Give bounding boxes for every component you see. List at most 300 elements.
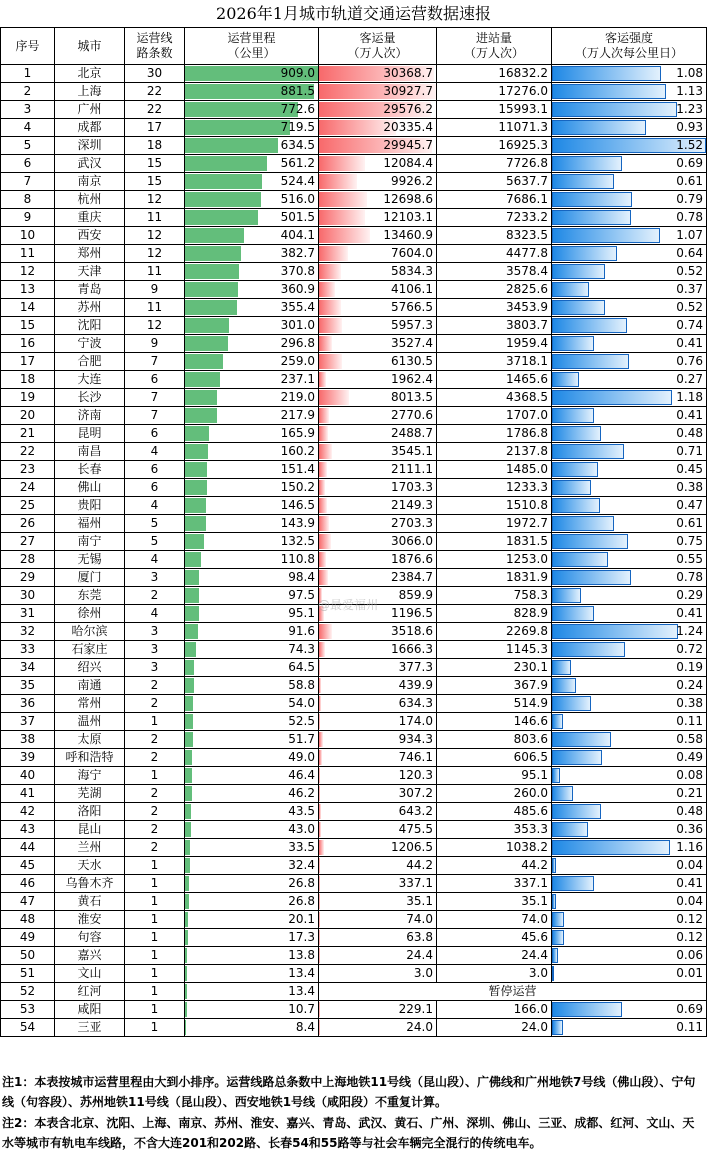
row-ridership bbox=[319, 785, 437, 803]
row-ridership bbox=[319, 461, 437, 479]
intensity-value: 0.27 bbox=[676, 372, 703, 386]
table-row bbox=[1, 857, 707, 875]
row-index: 29 bbox=[1, 569, 55, 587]
row-city: 天津 bbox=[55, 263, 125, 281]
row-intensity bbox=[552, 65, 707, 83]
row-city: 长春 bbox=[55, 461, 125, 479]
row-index: 31 bbox=[1, 605, 55, 623]
row-lines: 3 bbox=[125, 659, 185, 677]
row-intensity bbox=[552, 587, 707, 605]
row-city: 杭州 bbox=[55, 191, 125, 209]
row-index: 46 bbox=[1, 875, 55, 893]
row-ridership bbox=[319, 389, 437, 407]
mileage-value: 370.8 bbox=[280, 264, 315, 278]
row-entries: 260.0 bbox=[437, 785, 552, 803]
row-ridership bbox=[319, 569, 437, 587]
ridership-value: 120.3 bbox=[398, 768, 433, 782]
ridership-value: 1703.3 bbox=[391, 480, 433, 494]
table-row bbox=[1, 101, 707, 119]
mileage-bar bbox=[185, 498, 206, 513]
row-intensity bbox=[552, 893, 707, 911]
mileage-value: 160.2 bbox=[280, 444, 315, 458]
table-row bbox=[1, 119, 707, 137]
mileage-bar bbox=[185, 264, 239, 279]
row-index: 25 bbox=[1, 497, 55, 515]
row-index: 26 bbox=[1, 515, 55, 533]
row-intensity bbox=[552, 677, 707, 695]
intensity-bar bbox=[552, 480, 591, 495]
row-index: 49 bbox=[1, 929, 55, 947]
row-intensity bbox=[552, 857, 707, 875]
ridership-value: 377.3 bbox=[398, 660, 433, 674]
row-entries: 16925.3 bbox=[437, 137, 552, 155]
row-index: 35 bbox=[1, 677, 55, 695]
table-row bbox=[1, 551, 707, 569]
row-mileage bbox=[185, 173, 319, 191]
row-lines: 4 bbox=[125, 551, 185, 569]
row-entries: 45.6 bbox=[437, 929, 552, 947]
row-lines: 30 bbox=[125, 65, 185, 83]
row-intensity bbox=[552, 911, 707, 929]
row-index: 11 bbox=[1, 245, 55, 263]
table-row bbox=[1, 911, 707, 929]
mileage-value: 32.4 bbox=[288, 858, 315, 872]
row-intensity bbox=[552, 641, 707, 659]
row-mileage bbox=[185, 623, 319, 641]
row-mileage bbox=[185, 209, 319, 227]
row-mileage bbox=[185, 911, 319, 929]
row-mileage bbox=[185, 227, 319, 245]
row-index: 41 bbox=[1, 785, 55, 803]
row-lines: 11 bbox=[125, 263, 185, 281]
mileage-value: 13.4 bbox=[288, 984, 315, 998]
row-mileage bbox=[185, 893, 319, 911]
ridership-bar bbox=[319, 660, 320, 675]
row-lines: 1 bbox=[125, 947, 185, 965]
mileage-bar bbox=[185, 426, 209, 441]
mileage-bar bbox=[185, 840, 190, 855]
row-lines: 18 bbox=[125, 137, 185, 155]
intensity-value: 0.38 bbox=[676, 480, 703, 494]
mileage-value: 33.5 bbox=[288, 840, 315, 854]
mileage-bar bbox=[185, 930, 188, 945]
intensity-bar bbox=[552, 624, 678, 639]
mileage-bar bbox=[185, 210, 258, 225]
row-intensity bbox=[552, 929, 707, 947]
row-intensity bbox=[552, 83, 707, 101]
row-entries: 7233.2 bbox=[437, 209, 552, 227]
row-ridership bbox=[319, 695, 437, 713]
table-row bbox=[1, 731, 707, 749]
row-index: 19 bbox=[1, 389, 55, 407]
intensity-value: 0.52 bbox=[676, 264, 703, 278]
mileage-value: 98.4 bbox=[288, 570, 315, 584]
row-city: 句容 bbox=[55, 929, 125, 947]
row-index: 34 bbox=[1, 659, 55, 677]
row-mileage bbox=[185, 533, 319, 551]
intensity-value: 0.11 bbox=[676, 1020, 703, 1034]
row-ridership bbox=[319, 857, 437, 875]
intensity-bar bbox=[552, 678, 576, 693]
mileage-bar bbox=[185, 588, 199, 603]
row-intensity bbox=[552, 515, 707, 533]
row-ridership bbox=[319, 353, 437, 371]
row-lines: 1 bbox=[125, 929, 185, 947]
row-ridership bbox=[319, 515, 437, 533]
ridership-bar bbox=[319, 552, 326, 567]
row-city: 红河 bbox=[55, 983, 125, 1001]
row-entries: 367.9 bbox=[437, 677, 552, 695]
row-index: 43 bbox=[1, 821, 55, 839]
row-intensity bbox=[552, 407, 707, 425]
intensity-value: 1.13 bbox=[676, 84, 703, 98]
row-city: 洛阳 bbox=[55, 803, 125, 821]
row-index: 8 bbox=[1, 191, 55, 209]
row-index: 38 bbox=[1, 731, 55, 749]
intensity-value: 0.69 bbox=[676, 1002, 703, 1016]
row-intensity bbox=[552, 335, 707, 353]
row-lines: 6 bbox=[125, 371, 185, 389]
intensity-bar bbox=[552, 948, 558, 963]
row-ridership bbox=[319, 335, 437, 353]
row-entries: 16832.2 bbox=[437, 65, 552, 83]
row-index: 51 bbox=[1, 965, 55, 983]
table-row bbox=[1, 155, 707, 173]
mileage-value: 909.0 bbox=[280, 66, 315, 80]
mileage-value: 501.5 bbox=[280, 210, 315, 224]
row-index: 9 bbox=[1, 209, 55, 227]
mileage-value: 719.5 bbox=[280, 120, 315, 134]
row-intensity bbox=[552, 173, 707, 191]
intensity-bar bbox=[552, 336, 594, 351]
row-entries: 485.6 bbox=[437, 803, 552, 821]
row-mileage bbox=[185, 569, 319, 587]
row-lines: 7 bbox=[125, 353, 185, 371]
row-lines: 12 bbox=[125, 227, 185, 245]
row-city: 厦门 bbox=[55, 569, 125, 587]
row-mileage bbox=[185, 317, 319, 335]
row-ridership bbox=[319, 209, 437, 227]
row-intensity bbox=[552, 533, 707, 551]
mileage-bar bbox=[185, 894, 189, 909]
row-lines: 3 bbox=[125, 641, 185, 659]
row-mileage bbox=[185, 479, 319, 497]
intensity-bar bbox=[552, 102, 677, 117]
ridership-bar bbox=[319, 570, 328, 585]
row-lines: 2 bbox=[125, 803, 185, 821]
intensity-value: 0.49 bbox=[676, 750, 703, 764]
table-row bbox=[1, 785, 707, 803]
row-lines: 9 bbox=[125, 335, 185, 353]
row-mileage bbox=[185, 101, 319, 119]
row-city: 南通 bbox=[55, 677, 125, 695]
row-lines: 1 bbox=[125, 767, 185, 785]
ridership-value: 20335.4 bbox=[383, 120, 433, 134]
row-mileage bbox=[185, 65, 319, 83]
row-entries: 1831.9 bbox=[437, 569, 552, 587]
table-row bbox=[1, 767, 707, 785]
intensity-value: 0.29 bbox=[676, 588, 703, 602]
table-row bbox=[1, 227, 707, 245]
ridership-bar bbox=[319, 732, 323, 747]
ridership-bar bbox=[319, 498, 327, 513]
mileage-value: 132.5 bbox=[280, 534, 315, 548]
row-index: 16 bbox=[1, 335, 55, 353]
ridership-value: 634.3 bbox=[398, 696, 433, 710]
ridership-value: 2149.3 bbox=[391, 498, 433, 512]
row-intensity bbox=[552, 659, 707, 677]
intensity-value: 1.16 bbox=[676, 840, 703, 854]
row-index: 23 bbox=[1, 461, 55, 479]
row-lines: 12 bbox=[125, 317, 185, 335]
row-city: 宁波 bbox=[55, 335, 125, 353]
row-ridership bbox=[319, 497, 437, 515]
mileage-value: 52.5 bbox=[288, 714, 315, 728]
ridership-value: 475.5 bbox=[398, 822, 433, 836]
intensity-bar bbox=[552, 84, 666, 99]
table-row bbox=[1, 479, 707, 497]
intensity-value: 0.58 bbox=[676, 732, 703, 746]
row-intensity bbox=[552, 803, 707, 821]
ridership-bar bbox=[319, 678, 321, 693]
table-row bbox=[1, 929, 707, 947]
ridership-value: 5957.3 bbox=[391, 318, 433, 332]
intensity-value: 0.04 bbox=[676, 894, 703, 908]
row-index: 44 bbox=[1, 839, 55, 857]
row-entries: 24.4 bbox=[437, 947, 552, 965]
mileage-bar bbox=[185, 192, 261, 207]
table-row bbox=[1, 353, 707, 371]
report-title: 2026年1月城市轨道交通运营数据速报 bbox=[216, 4, 491, 23]
mileage-value: 404.1 bbox=[280, 228, 315, 242]
intensity-bar bbox=[552, 228, 660, 243]
row-ridership bbox=[319, 875, 437, 893]
row-city: 郑州 bbox=[55, 245, 125, 263]
row-entries: 44.2 bbox=[437, 857, 552, 875]
mileage-bar bbox=[185, 642, 196, 657]
ridership-value: 4106.1 bbox=[391, 282, 433, 296]
row-index: 22 bbox=[1, 443, 55, 461]
ridership-value: 1962.4 bbox=[391, 372, 433, 386]
row-lines: 11 bbox=[125, 209, 185, 227]
row-intensity bbox=[552, 137, 707, 155]
intensity-bar bbox=[552, 534, 628, 549]
row-city: 无锡 bbox=[55, 551, 125, 569]
row-index: 12 bbox=[1, 263, 55, 281]
row-mileage bbox=[185, 281, 319, 299]
row-ridership bbox=[319, 245, 437, 263]
table-row bbox=[1, 695, 707, 713]
mileage-bar bbox=[185, 786, 192, 801]
row-city: 北京 bbox=[55, 65, 125, 83]
ridership-value: 8013.5 bbox=[391, 390, 433, 404]
row-index: 2 bbox=[1, 83, 55, 101]
row-entries: 15993.1 bbox=[437, 101, 552, 119]
row-entries: 1485.0 bbox=[437, 461, 552, 479]
row-intensity bbox=[552, 695, 707, 713]
row-lines: 3 bbox=[125, 623, 185, 641]
mileage-value: 360.9 bbox=[280, 282, 315, 296]
ridership-value: 24.4 bbox=[406, 948, 433, 962]
mileage-bar bbox=[185, 732, 193, 747]
row-intensity bbox=[552, 569, 707, 587]
intensity-bar bbox=[552, 750, 602, 765]
row-lines: 1 bbox=[125, 911, 185, 929]
intensity-bar bbox=[552, 588, 581, 603]
row-ridership bbox=[319, 83, 437, 101]
mileage-value: 146.5 bbox=[280, 498, 315, 512]
row-city: 苏州 bbox=[55, 299, 125, 317]
row-entries: 337.1 bbox=[437, 875, 552, 893]
row-ridership bbox=[319, 191, 437, 209]
row-intensity bbox=[552, 443, 707, 461]
row-city: 三亚 bbox=[55, 1019, 125, 1037]
row-lines: 3 bbox=[125, 569, 185, 587]
intensity-bar bbox=[552, 642, 625, 657]
row-city: 上海 bbox=[55, 83, 125, 101]
intensity-bar bbox=[552, 516, 614, 531]
row-index: 36 bbox=[1, 695, 55, 713]
ridership-value: 174.0 bbox=[398, 714, 433, 728]
row-city: 福州 bbox=[55, 515, 125, 533]
ridership-value: 1876.6 bbox=[391, 552, 433, 566]
row-ridership bbox=[319, 947, 437, 965]
mileage-value: 13.8 bbox=[288, 948, 315, 962]
mileage-bar bbox=[185, 912, 188, 927]
row-lines: 2 bbox=[125, 749, 185, 767]
mileage-bar bbox=[185, 678, 194, 693]
mileage-bar bbox=[185, 552, 201, 567]
ridership-bar bbox=[319, 588, 322, 603]
table-row bbox=[1, 209, 707, 227]
intensity-bar bbox=[552, 246, 617, 261]
ridership-value: 13460.9 bbox=[383, 228, 433, 242]
header-lines: 运营线 路条数 bbox=[125, 28, 185, 65]
row-ridership bbox=[319, 281, 437, 299]
row-ridership bbox=[319, 911, 437, 929]
row-city: 南京 bbox=[55, 173, 125, 191]
row-intensity bbox=[552, 425, 707, 443]
mileage-value: 13.4 bbox=[288, 966, 315, 980]
mileage-bar bbox=[185, 138, 278, 153]
mileage-bar bbox=[185, 372, 220, 387]
row-index: 6 bbox=[1, 155, 55, 173]
row-index: 13 bbox=[1, 281, 55, 299]
row-entries: 95.1 bbox=[437, 767, 552, 785]
header-entries: 进站量 （万人次） bbox=[437, 28, 552, 65]
table-row bbox=[1, 191, 707, 209]
row-entries: 146.6 bbox=[437, 713, 552, 731]
row-ridership bbox=[319, 713, 437, 731]
mileage-bar bbox=[185, 462, 207, 477]
row-ridership bbox=[319, 803, 437, 821]
intensity-value: 0.55 bbox=[676, 552, 703, 566]
table-row bbox=[1, 65, 707, 83]
intensity-bar bbox=[552, 300, 605, 315]
row-city: 成都 bbox=[55, 119, 125, 137]
intensity-bar bbox=[552, 786, 573, 801]
intensity-bar bbox=[552, 732, 611, 747]
ridership-value: 7604.0 bbox=[391, 246, 433, 260]
row-lines: 17 bbox=[125, 119, 185, 137]
row-intensity bbox=[552, 245, 707, 263]
row-mileage bbox=[185, 425, 319, 443]
row-entries: 1786.8 bbox=[437, 425, 552, 443]
row-index: 39 bbox=[1, 749, 55, 767]
intensity-value: 1.18 bbox=[676, 390, 703, 404]
row-index: 21 bbox=[1, 425, 55, 443]
mileage-bar bbox=[185, 696, 193, 711]
row-city: 乌鲁木齐 bbox=[55, 875, 125, 893]
row-entries: 1038.2 bbox=[437, 839, 552, 857]
intensity-value: 0.38 bbox=[676, 696, 703, 710]
mileage-bar bbox=[185, 534, 204, 549]
row-index: 48 bbox=[1, 911, 55, 929]
row-entries: 1707.0 bbox=[437, 407, 552, 425]
row-lines: 22 bbox=[125, 83, 185, 101]
row-mileage bbox=[185, 137, 319, 155]
row-city: 兰州 bbox=[55, 839, 125, 857]
ridership-bar bbox=[319, 192, 367, 207]
ridership-value: 12084.4 bbox=[383, 156, 433, 170]
row-lines: 1 bbox=[125, 1019, 185, 1037]
row-intensity bbox=[552, 209, 707, 227]
mileage-bar bbox=[185, 174, 262, 189]
table-row bbox=[1, 875, 707, 893]
ridership-value: 35.1 bbox=[406, 894, 433, 908]
ridership-value: 5766.5 bbox=[391, 300, 433, 314]
row-mileage bbox=[185, 551, 319, 569]
row-ridership bbox=[319, 407, 437, 425]
intensity-bar bbox=[552, 66, 661, 81]
mileage-value: 301.0 bbox=[280, 318, 315, 332]
table-row bbox=[1, 1001, 707, 1019]
mileage-bar bbox=[185, 228, 244, 243]
row-city: 重庆 bbox=[55, 209, 125, 227]
mileage-value: 382.7 bbox=[280, 246, 315, 260]
row-ridership bbox=[319, 749, 437, 767]
ridership-value: 24.0 bbox=[406, 1020, 433, 1034]
ridership-bar bbox=[319, 318, 342, 333]
row-lines: 5 bbox=[125, 515, 185, 533]
row-mileage bbox=[185, 857, 319, 875]
row-mileage bbox=[185, 731, 319, 749]
intensity-value: 0.08 bbox=[676, 768, 703, 782]
row-intensity bbox=[552, 263, 707, 281]
row-city: 绍兴 bbox=[55, 659, 125, 677]
ridership-value: 746.1 bbox=[398, 750, 433, 764]
row-intensity bbox=[552, 299, 707, 317]
mileage-value: 26.8 bbox=[288, 894, 315, 908]
row-index: 47 bbox=[1, 893, 55, 911]
row-index: 42 bbox=[1, 803, 55, 821]
row-index: 32 bbox=[1, 623, 55, 641]
mileage-value: 8.4 bbox=[295, 1020, 315, 1034]
row-city: 佛山 bbox=[55, 479, 125, 497]
ridership-bar bbox=[319, 786, 320, 801]
row-intensity bbox=[552, 551, 707, 569]
ridership-bar bbox=[319, 354, 342, 369]
ridership-bar bbox=[319, 696, 321, 711]
intensity-value: 0.04 bbox=[676, 858, 703, 872]
mileage-value: 20.1 bbox=[288, 912, 315, 926]
ridership-value: 5834.3 bbox=[391, 264, 433, 278]
table-row bbox=[1, 1019, 707, 1037]
ridership-value: 439.9 bbox=[398, 678, 433, 692]
row-entries: 7726.8 bbox=[437, 155, 552, 173]
row-mileage bbox=[185, 641, 319, 659]
mileage-value: 10.7 bbox=[288, 1002, 315, 1016]
